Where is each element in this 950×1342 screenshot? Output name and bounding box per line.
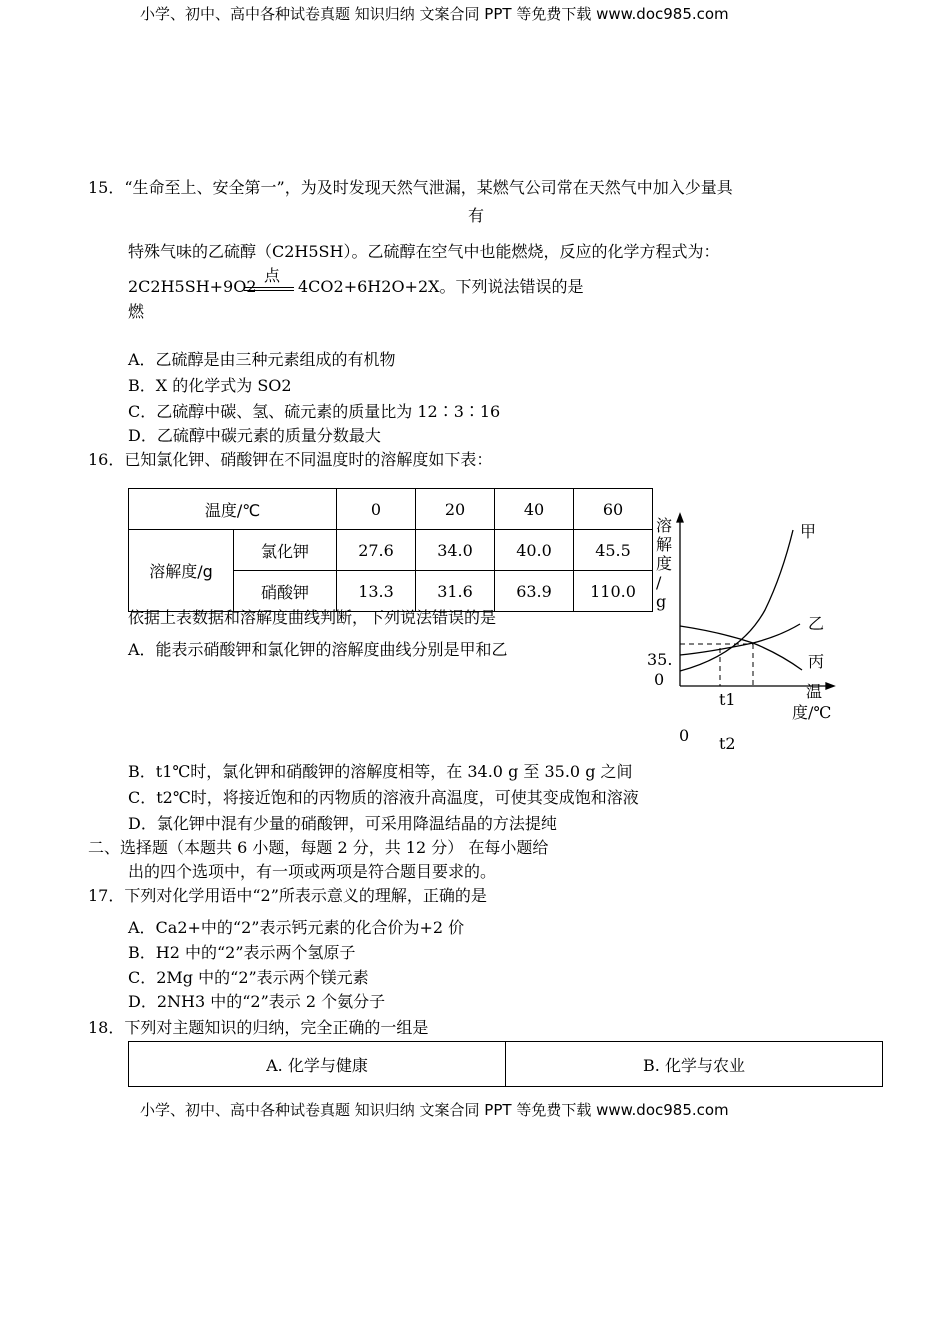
y-axis-arrow: [677, 514, 683, 522]
section2-line1: 二、选择题（本题共 6 小题，每题 2 分，共 12 分） 在每小题给: [88, 838, 549, 857]
q15-eq-right: 4CO2+6H2O+2X。下列说法错误的是: [298, 277, 584, 296]
page-footer: 小学、初中、高中各种试卷真题 知识归纳 文案合同 PPT 等免费下载 www.doc985.com: [140, 1101, 729, 1119]
xlabel-2: 度/℃: [792, 703, 832, 722]
q18-col-b: B. 化学与农业: [506, 1042, 883, 1087]
section2-line2: 出的四个选项中，有一项或两项是符合题目要求的。: [128, 862, 497, 881]
y-tick-0: 0: [654, 670, 665, 689]
graph-ylabel: [656, 516, 676, 611]
t2-label: t2: [719, 734, 736, 753]
q17-option-b: B．H2 中的“2”表示两个氢原子: [128, 943, 356, 962]
row-name: 硝酸钾: [234, 571, 337, 612]
value-cell: 40.0: [495, 530, 574, 571]
temp-cell: 0: [337, 489, 416, 530]
q15-eq-left: 2C2H5SH+9O2: [128, 277, 257, 296]
q16-stem: 16．已知氯化钾、硝酸钾在不同温度时的溶解度如下表：: [88, 450, 493, 469]
x-axis-arrow: [826, 683, 834, 689]
q15-stem-wrap: 有: [468, 206, 485, 225]
q18-stem: 18．下列对主题知识的归纳，完全正确的一组是: [88, 1018, 429, 1037]
solubility-label: 溶解度/g: [129, 530, 234, 612]
value-cell: 63.9: [495, 571, 574, 612]
origin-label: 0: [679, 726, 690, 745]
value-cell: 27.6: [337, 530, 416, 571]
ylabel-char: 度: [656, 554, 673, 573]
q16-judge: 依据上表数据和溶解度曲线判断，下列说法错误的是: [128, 608, 497, 627]
xlabel-1: 温: [806, 682, 823, 701]
q15-stem-line2: 特殊气味的乙硫醇（C2H5SH）。乙硫醇在空气中也能燃烧，反应的化学方程式为：: [128, 242, 720, 261]
q15-stem-line1: 15．“生命至上、安全第一”，为及时发现天然气泄漏，某燃气公司常在天然气中加入少量具: [88, 178, 733, 197]
value-cell: 13.3: [337, 571, 416, 612]
value-cell: 110.0: [574, 571, 653, 612]
page-header: 小学、初中、高中各种试卷真题 知识归纳 文案合同 PPT 等免费下载 www.doc985.com: [140, 5, 729, 23]
curve-label-jia: 甲: [800, 522, 817, 541]
curve-jia: [680, 530, 793, 671]
q15-option-c: C．乙硫醇中碳、氢、硫元素的质量比为 12∶3∶16: [128, 402, 501, 421]
row-name: 氯化钾: [234, 530, 337, 571]
value-cell: 31.6: [416, 571, 495, 612]
temp-cell: 20: [416, 489, 495, 530]
q17-stem: 17．下列对化学用语中“2”所表示意义的理解，正确的是: [88, 886, 487, 905]
curve-label-yi: 乙: [808, 614, 825, 633]
curve-label-bing: 丙: [808, 652, 825, 671]
value-cell: 34.0: [416, 530, 495, 571]
temp-cell: 40: [495, 489, 574, 530]
q17-option-c: C．2Mg 中的“2”表示两个镁元素: [128, 968, 369, 987]
q16-option-d: D．氯化钾中混有少量的硝酸钾，可采用降温结晶的方法提纯: [128, 814, 557, 833]
temp-header: 温度/℃: [129, 489, 337, 530]
q15-eq-cond2: 燃: [128, 302, 145, 321]
temp-cell: 60: [574, 489, 653, 530]
q15-option-b: B．X 的化学式为 SO2: [128, 376, 292, 395]
ylabel-char: /: [656, 573, 662, 592]
ylabel-char: 溶: [656, 516, 673, 535]
q17-option-d: D．2NH3 中的“2”表示 2 个氨分子: [128, 992, 386, 1011]
q17-option-a: A．Ca2+中的“2”表示钙元素的化合价为+2 价: [128, 918, 465, 937]
value-cell: 45.5: [574, 530, 653, 571]
q15-eq-cond: 点: [264, 266, 281, 285]
q16-option-b: B．t1℃时，氯化钾和硝酸钾的溶解度相等，在 34.0 g 至 35.0 g 之间: [128, 762, 633, 781]
ylabel-char: 解: [656, 535, 673, 554]
q18-col-a: A. 化学与健康: [129, 1042, 506, 1087]
q15-option-d: D．乙硫醇中碳元素的质量分数最大: [128, 426, 381, 445]
q15-option-a: A．乙硫醇是由三种元素组成的有机物: [128, 350, 396, 369]
q18-table: [128, 1041, 883, 1087]
y-tick-35: 35.: [647, 650, 673, 669]
ylabel-char: g: [656, 592, 667, 611]
q16-option-c: C．t2℃时，将接近饱和的丙物质的溶液升高温度，可使其变成饱和溶液: [128, 788, 639, 807]
q16-option-a: A．能表示硝酸钾和氯化钾的溶解度曲线分别是甲和乙: [128, 640, 508, 659]
t1-label: t1: [719, 690, 736, 709]
